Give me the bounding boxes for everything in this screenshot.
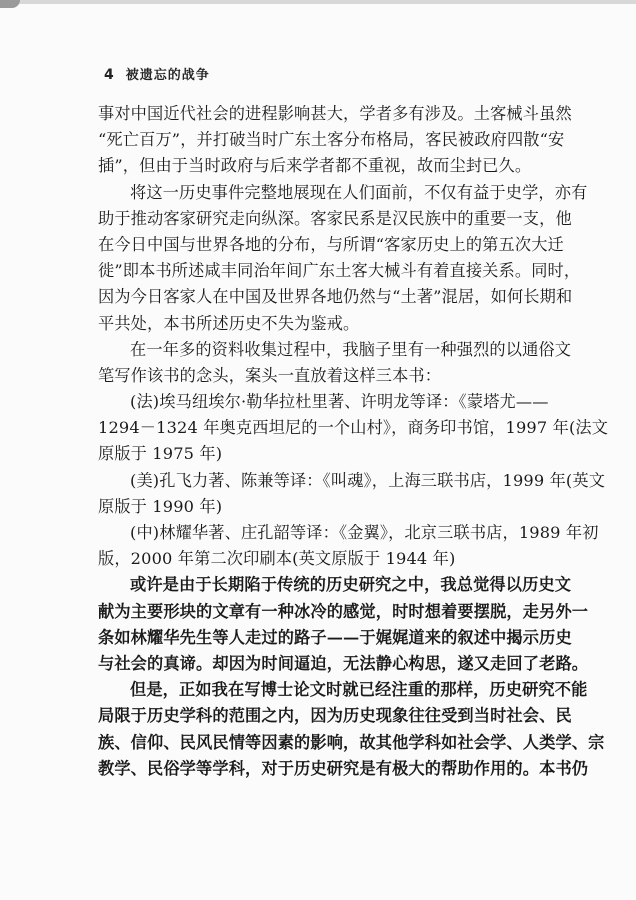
text-line: 助于推动客家研究走向纵深。客家民系是汉民族中的重要一支，他	[98, 208, 572, 228]
text-line: 或许是由于长期陷于传统的历史研究之中，我总觉得以历史文	[130, 575, 572, 595]
running-head	[104, 64, 210, 86]
text-line: “死亡百万”，并打破当时广东土客分布格局，客民被政府四散“安	[98, 130, 565, 150]
page-number: 4	[104, 67, 114, 83]
text-line: 事对中国近代社会的进程影响甚大，学者多有涉及。土客械斗虽然	[98, 104, 572, 123]
text-line: 笔写作该书的念头，案头一直放着这样三本书：	[98, 365, 442, 385]
reference-line: (美)孔飞力著、陈兼等译：《叫魂》，上海三联书店，1999 年(英文	[130, 470, 606, 490]
text-line: 献为主要形块的文章有一种冰冷的感觉，时时想着要摆脱，走另外一	[98, 601, 589, 621]
text-line: 但是，正如我在写博士论文时就已经注重的那样，历史研究不能	[130, 680, 588, 700]
reference-line: 1294－1324 年奥克西坦尼的一个山村》，商务印书馆，1997 年(法文	[98, 418, 609, 438]
text-line: 平共处，本书所述历史不失为鉴戒。	[98, 313, 360, 333]
text-line: 插”，但由于当时政府与后来学者都不重视，故而尘封已久。	[98, 156, 532, 176]
text-line: 在今日中国与世界各地的分布，与所谓“客家历史上的第五次大迁	[98, 234, 564, 254]
book-title: 被遗忘的战争	[125, 68, 210, 83]
text-line: 徙”即本书所述咸丰同治年间广东土客大械斗有着直接关系。同时，	[98, 261, 581, 281]
text-line: 教学、民俗学等学科，对于历史研究是有极大的帮助作用的。本书仍	[98, 758, 589, 778]
reference-line: 版，2000 年第二次印刷本(英文原版于 1944 年)	[98, 549, 456, 569]
reference-line: 原版于 1975 年)	[98, 444, 223, 464]
text-line: 与社会的真谛。却因为时间逼迫，无法静心构思，遂又走回了老路。	[98, 653, 589, 673]
scan-top-edge	[0, 0, 636, 4]
text-line: 将这一历史事件完整地展现在人们面前，不仅有益于史学，亦有	[130, 182, 588, 202]
text-line: 族、信仰、民风民情等因素的影响，故其他学科如社会学、人类学、宗	[98, 732, 605, 752]
text-line: 局限于历史学科的范围之内，因为历史现象往往受到当时社会、民	[98, 706, 572, 726]
reference-line: (中)林耀华著、庄孔韶等译：《金翼》，北京三联书店，1989 年初	[130, 523, 599, 542]
text-line: 因为今日客家人在中国及世界各地仍然与“土著”混居，如何长期和	[98, 287, 573, 307]
text-line: 条如林耀华先生等人走过的路子——于娓娓道来的叙述中揭示历史	[98, 627, 572, 647]
scan-corner-mark	[0, 0, 20, 8]
text-line: 在一年多的资料收集过程中，我脑子里有一种强烈的以通俗文	[130, 339, 572, 359]
reference-line: (法)埃马纽埃尔·勒华拉杜里著、许明龙等译：《蒙塔尤——	[130, 392, 549, 412]
body-text	[98, 101, 609, 782]
reference-line: 原版于 1990 年)	[98, 496, 223, 516]
